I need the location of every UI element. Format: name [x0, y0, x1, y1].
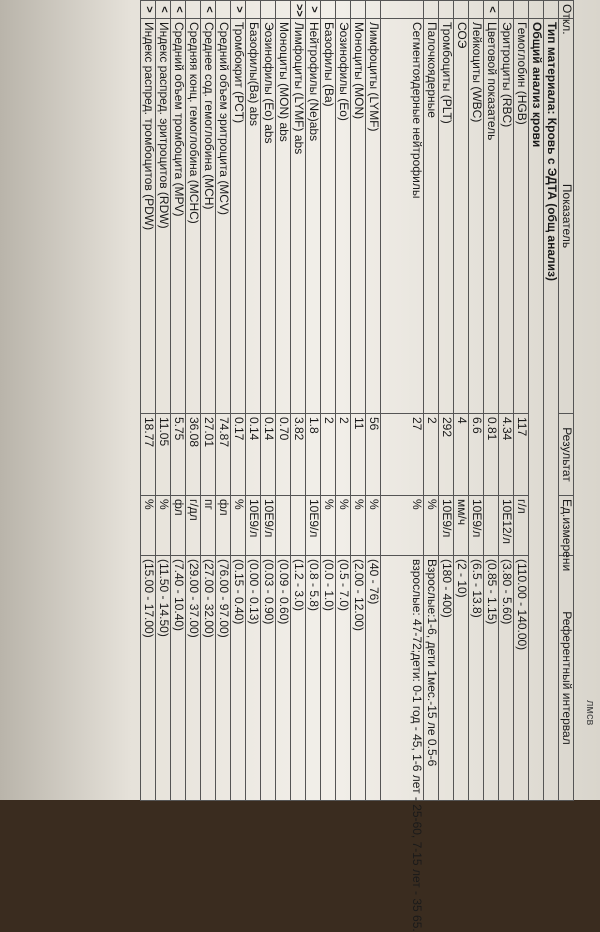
indicator-name: Индекс распред. тромбоцитов (PDW) — [141, 19, 156, 414]
table-row — [261, 1, 276, 801]
reference-range: (3.80 - 5.60) — [499, 556, 514, 801]
result-value: 36.08 — [186, 414, 201, 496]
table-row — [366, 1, 381, 801]
indicator-name: Базофилы(Ba) abs — [246, 19, 261, 414]
table-row — [351, 1, 366, 801]
reference-range: (7.40 - 10.40) — [171, 556, 186, 801]
unit-value: % — [424, 496, 439, 556]
indicator-name: Среднее сод. гемоглобина (MCH) — [201, 19, 216, 414]
indicator-name: Средняя конц. гемоглобина (MCHC) — [186, 19, 201, 414]
indicator-name: Цветовой показатель — [484, 19, 499, 414]
reference-range: (0.15 - 0.40) — [231, 556, 246, 801]
indicator-name: Средний объем эритроцита (MCV) — [216, 19, 231, 414]
indicator-name: Моноциты (MON) — [351, 19, 366, 414]
table-row — [306, 1, 321, 801]
result-value: 11 — [351, 414, 366, 496]
indicator-name: Лимфоциты (LYMF) abs — [291, 19, 306, 414]
result-value: 4.34 — [499, 414, 514, 496]
result-value: 27.01 — [201, 414, 216, 496]
table-row — [484, 1, 499, 801]
result-value: 0.17 — [231, 414, 246, 496]
deviation-flag — [216, 1, 231, 19]
indicator-name: Базофилы (Ba) — [321, 19, 336, 414]
header-indicator: Показатель — [559, 19, 574, 414]
table-row — [499, 1, 514, 801]
deviation-flag — [514, 1, 529, 19]
table-row — [291, 1, 306, 801]
result-value: 18.77 — [141, 414, 156, 496]
table-row — [381, 1, 424, 801]
results-table — [140, 0, 574, 932]
deviation-flag — [351, 1, 366, 19]
header-result: Результат — [559, 414, 574, 496]
result-value: 3.82 — [291, 414, 306, 496]
reference-range: (110.00 - 140.00) — [514, 556, 529, 801]
reference-range: (0.8 - 5.8) — [306, 556, 321, 801]
unit-value: 10E12/л — [499, 496, 514, 556]
unit-value: % — [381, 496, 424, 556]
unit-value: фл — [216, 496, 231, 556]
table-row — [216, 1, 231, 801]
result-value: 4 — [454, 414, 469, 496]
header-deviation: Откл. — [559, 1, 574, 19]
indicator-name: Лимфоциты (LYMF) — [366, 19, 381, 414]
deviation-flag — [469, 1, 484, 19]
result-value: 0.14 — [246, 414, 261, 496]
deviation-flag: < — [171, 1, 186, 19]
unit-value: % — [321, 496, 336, 556]
reference-range: (6.5 - 13.8) — [469, 556, 484, 801]
table-row — [246, 1, 261, 801]
deviation-flag — [261, 1, 276, 19]
material-label: Тип материала: Кровь с ЭДТА (общ анализ) — [544, 19, 559, 801]
reference-range: (0.0 - 1.0) — [321, 556, 336, 801]
reference-range: (11.50 - 14.50) — [156, 556, 171, 801]
table-row — [439, 1, 454, 801]
top-fragment-text: лмсв — [584, 700, 596, 726]
result-value: 6.6 — [469, 414, 484, 496]
table-row — [156, 1, 171, 801]
deviation-flag — [381, 1, 424, 19]
table-row — [469, 1, 484, 801]
deviation-flag — [499, 1, 514, 19]
indicator-name: Лейкоциты (WBC) — [469, 19, 484, 414]
deviation-flag — [424, 1, 439, 19]
unit-value: 10E9/л — [246, 496, 261, 556]
unit-value: % — [366, 496, 381, 556]
result-value: 74.87 — [216, 414, 231, 496]
unit-value: % — [231, 496, 246, 556]
section-row — [529, 1, 544, 801]
result-value: 0.70 — [276, 414, 291, 496]
reference-range: (1.2 - 3.0) — [291, 556, 306, 801]
reference-range: (76.00 - 97.00) — [216, 556, 231, 801]
unit-value: мм/ч — [454, 496, 469, 556]
result-value: 27 — [381, 414, 424, 496]
deviation-flag: < — [156, 1, 171, 19]
deviation-flag: < — [484, 1, 499, 19]
deviation-flag — [366, 1, 381, 19]
unit-value: пг — [201, 496, 216, 556]
unit-value: % — [336, 496, 351, 556]
table-row — [186, 1, 201, 801]
unit-value: 10E9/л — [439, 496, 454, 556]
indicator-name: Эозинофилы (Eo) — [336, 19, 351, 414]
unit-value: % — [351, 496, 366, 556]
result-value: 11.05 — [156, 414, 171, 496]
indicator-name: Моноциты (MON) abs — [276, 19, 291, 414]
indicator-name: Гемоглобин (HGB) — [514, 19, 529, 414]
result-value: 0.81 — [484, 414, 499, 496]
reference-range: (0.5 - 7.0) — [336, 556, 351, 801]
unit-value: г/дл — [186, 496, 201, 556]
deviation-flag — [276, 1, 291, 19]
deviation-flag: < — [201, 1, 216, 19]
result-value: 2 — [424, 414, 439, 496]
unit-value: 10E9/л — [469, 496, 484, 556]
unit-value — [291, 496, 306, 556]
reference-range: (180 - 400) — [439, 556, 454, 801]
reference-range: (0.09 - 0.60) — [276, 556, 291, 801]
indicator-name: Тромбокрит (PCT) — [231, 19, 246, 414]
reference-range: (0.85 - 1.15) — [484, 556, 499, 801]
unit-value: % — [141, 496, 156, 556]
table-row — [514, 1, 529, 801]
unit-value: % — [156, 496, 171, 556]
table-row — [454, 1, 469, 801]
table-row — [141, 1, 156, 801]
table-row — [201, 1, 216, 801]
deviation-flag: >> — [291, 1, 306, 19]
result-value: 292 — [439, 414, 454, 496]
header-row — [559, 1, 574, 801]
material-row — [544, 1, 559, 801]
header-unit: Ед.измерени — [559, 496, 574, 556]
indicator-name: Средний объем тромбоцита (MPV) — [171, 19, 186, 414]
indicator-name: Эритроциты (RBC) — [499, 19, 514, 414]
result-value: 0.14 — [261, 414, 276, 496]
deviation-flag: > — [231, 1, 246, 19]
unit-value: 10E9/л — [261, 496, 276, 556]
deviation-flag: > — [141, 1, 156, 19]
result-value: 1.8 — [306, 414, 321, 496]
deviation-flag — [439, 1, 454, 19]
section-label: Общий анализ крови — [529, 19, 544, 801]
reference-range: (27.00 - 32.00) — [201, 556, 216, 801]
reference-range: (2.00 - 12.00) — [351, 556, 366, 801]
unit-value — [276, 496, 291, 556]
table-row — [171, 1, 186, 801]
indicator-name: Эозинофилы (Eo) abs — [261, 19, 276, 414]
reference-range: (0.03 - 0.90) — [261, 556, 276, 801]
reference-range: (2 - 10) — [454, 556, 469, 801]
reference-range: (0.00 - 0.13) — [246, 556, 261, 801]
indicator-name: Сегментоядерные нейтрофилы — [381, 19, 424, 414]
result-value: 5.75 — [171, 414, 186, 496]
deviation-flag — [321, 1, 336, 19]
result-value: 2 — [336, 414, 351, 496]
deviation-flag — [186, 1, 201, 19]
unit-value: фл — [171, 496, 186, 556]
header-reference: Референтный интервал — [559, 556, 574, 801]
table-row — [276, 1, 291, 801]
table-row — [424, 1, 439, 801]
result-value: 56 — [366, 414, 381, 496]
deviation-flag: > — [306, 1, 321, 19]
unit-value: г/л — [514, 496, 529, 556]
table-row — [231, 1, 246, 801]
result-value: 117 — [514, 414, 529, 496]
reference-range: (29.00 - 37.00) — [186, 556, 201, 801]
table-row — [321, 1, 336, 801]
unit-value — [484, 496, 499, 556]
result-value: 2 — [321, 414, 336, 496]
deviation-flag — [246, 1, 261, 19]
indicator-name: СОЭ — [454, 19, 469, 414]
indicator-name: Индекс распред. эритроцитов (RDW) — [156, 19, 171, 414]
reference-range: (40 - 76) — [366, 556, 381, 801]
deviation-flag — [454, 1, 469, 19]
indicator-name: Палочкоядерные — [424, 19, 439, 414]
unit-value: 10E9/л — [306, 496, 321, 556]
table-row — [336, 1, 351, 801]
deviation-flag — [336, 1, 351, 19]
reference-range: (15.00 - 17.00) — [141, 556, 156, 801]
indicator-name: Нейтрофилы (Ne)abs — [306, 19, 321, 414]
indicator-name: Тромбоциты (PLT) — [439, 19, 454, 414]
reference-range: взрослые: 47-72;дети: 0-1 год - 45, 1-6 лет - 25-60, 7-15 лет - 35 65. — [381, 556, 424, 801]
header-strip — [578, 0, 600, 800]
reference-range: Взрослые:1-6, дети 1мес.-15 ле 0.5-6 — [424, 556, 439, 801]
